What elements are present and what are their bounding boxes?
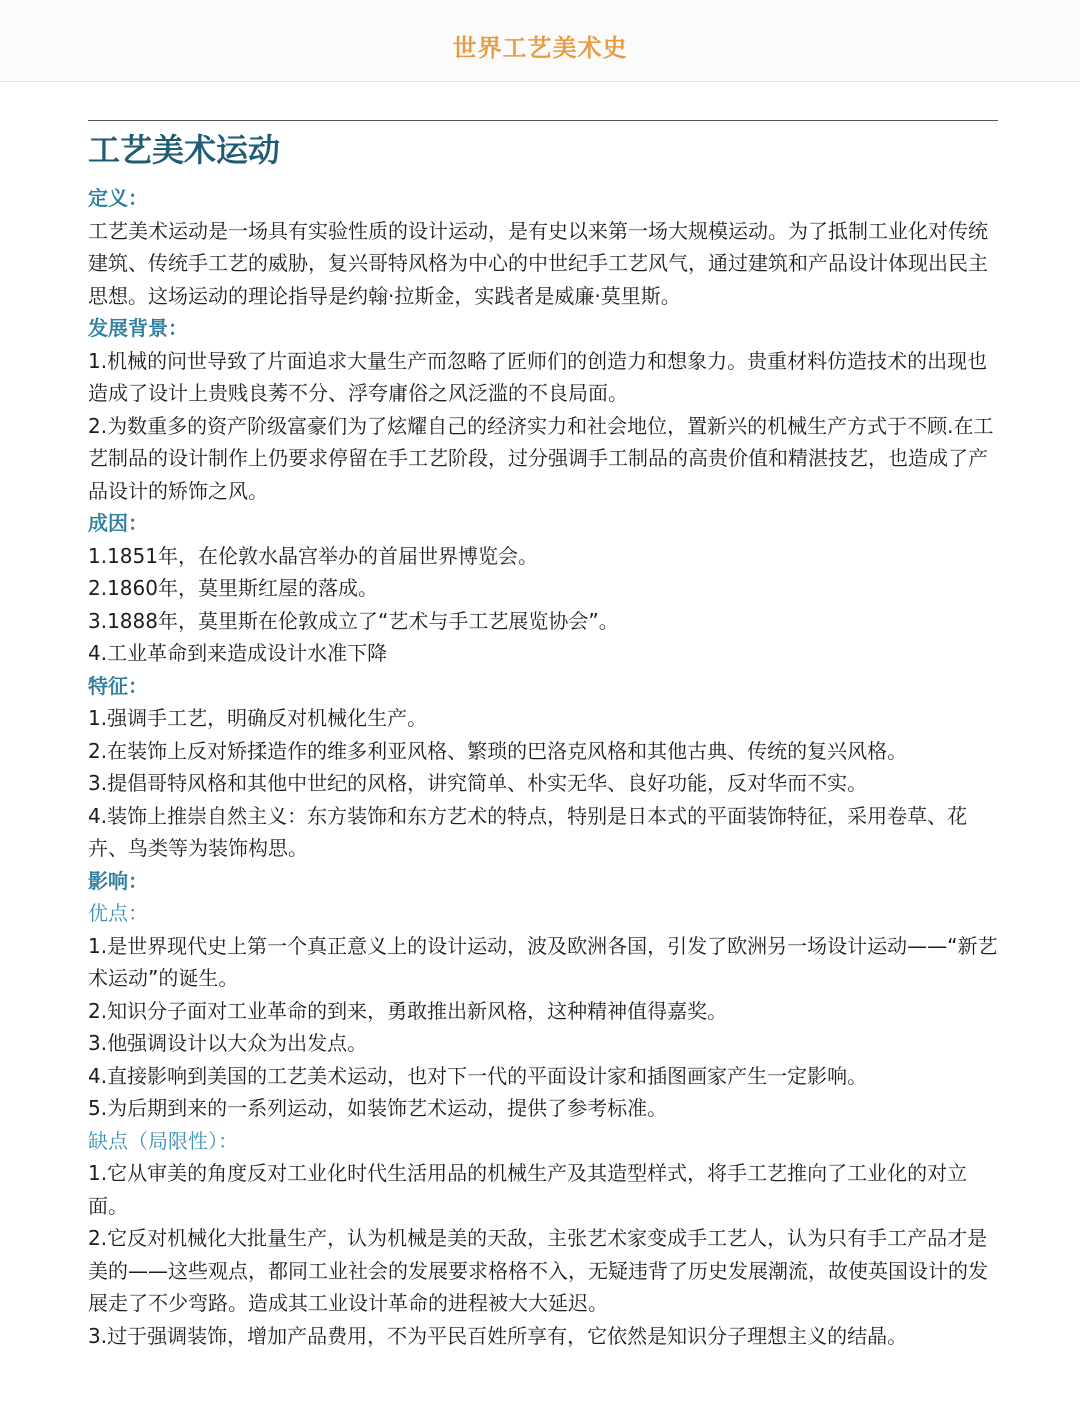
feature-item: 1.强调手工艺，明确反对机械化生产。 (88, 706, 428, 730)
title-divider (88, 120, 998, 121)
features-heading: 特征： (88, 673, 148, 698)
cause-item: 1.1851年，在伦敦水晶宫举办的首届世界博览会。 (88, 543, 538, 568)
definition-text: 工艺美术运动是一场具有实验性质的设计运动，是有史以来第一场大规模运动。为了抵制工业化对传统建筑、传统手工艺的威胁，复兴哥特风格为中心的中世纪手工艺风气，通过建筑和产品设计体现出民主思想。这场运动的理论指导是约翰·拉斯金，实践者是威廉·莫里斯。 (88, 218, 988, 308)
pro-item: 5.为后期到来的一系列运动，如装饰艺术运动，提供了参考标准。 (88, 1096, 668, 1120)
cause-item: 3.1888年，莫里斯在伦敦成立了“艺术与手工艺展览协会”。 (88, 608, 619, 633)
impact-heading: 影响： (88, 868, 148, 893)
page-title: 工艺美术运动 (88, 131, 281, 169)
feature-item: 2.在装饰上反对矫揉造作的维多利亚风格、繁琐的巴洛克风格和其他古典、传统的复兴风格。 (88, 738, 908, 763)
pro-item: 1.是世界现代史上第一个真正意义上的设计运动，波及欧洲各国，引发了欧洲另一场设计运动——“新艺术运动”的诞生。 (88, 933, 998, 990)
causes-heading: 成因： (88, 511, 148, 535)
pro-item: 3.他强调设计以大众为出发点。 (88, 1031, 368, 1055)
con-item: 2.它反对机械化大批量生产，认为机械是美的天敌，主张艺术家变成手工艺人，认为只有手工产品才是美的——这些观点，都同工业社会的发展要求格格不入，无疑违背了历史发展潮流，故使英国设计的发展走了不少弯路。造成其工业设计革命的进程被大大延迟。 (88, 1226, 988, 1315)
feature-item: 4.装饰上推崇自然主义：东方装饰和东方艺术的特点，特别是日本式的平面装饰特征，采用卷草、花卉、鸟类等为装饰构思。 (88, 803, 968, 860)
pro-item: 2.知识分子面对工业革命的到来，勇敢推出新风格，这种精神值得嘉奖。 (88, 998, 728, 1023)
background-item: 1.机械的问世导致了片面追求大量生产而忽略了匠师们的创造力和想象力。贵重材料仿造技术的出现也造成了设计上贵贱良莠不分、浮夸庸俗之风泛滥的不良局面。 (88, 348, 988, 405)
cause-item: 4.工业革命到来造成设计水准下降 (88, 641, 388, 665)
pros-heading: 优点： (88, 901, 148, 925)
pro-item: 4.直接影响到美国的工艺美术运动，也对下一代的平面设计家和插图画家产生一定影响。 (88, 1063, 868, 1088)
header-bar (0, 0, 1080, 82)
background-item: 2.为数重多的资产阶级富豪们为了炫耀自己的经济实力和社会地位，置新兴的机械生产方式于不顾.在工艺制品的设计制作上仍要求停留在手工艺阶段，过分强调手工制品的高贵价值和精湛技艺，也造成了产品设计的矫饰之风。 (88, 413, 994, 503)
cause-item: 2.1860年，莫里斯红屋的落成。 (88, 576, 378, 600)
con-item: 3.过于强调装饰，增加产品费用，不为平民百姓所享有，它依然是知识分子理想主义的结晶。 (88, 1323, 908, 1348)
header-title: 世界工艺美术史 (452, 34, 628, 62)
con-item: 1.它从审美的角度反对工业化时代生活用品的机械生产及其造型样式，将手工艺推向了工业化的对立面。 (88, 1161, 968, 1218)
document-body (88, 126, 998, 1352)
background-heading: 发展背景： (88, 316, 188, 340)
definition-heading: 定义： (88, 186, 148, 210)
feature-item: 3.提倡哥特风格和其他中世纪的风格，讲究简单、朴实无华、良好功能，反对华而不实。 (88, 771, 868, 795)
cons-heading: 缺点（局限性）： (88, 1128, 238, 1153)
